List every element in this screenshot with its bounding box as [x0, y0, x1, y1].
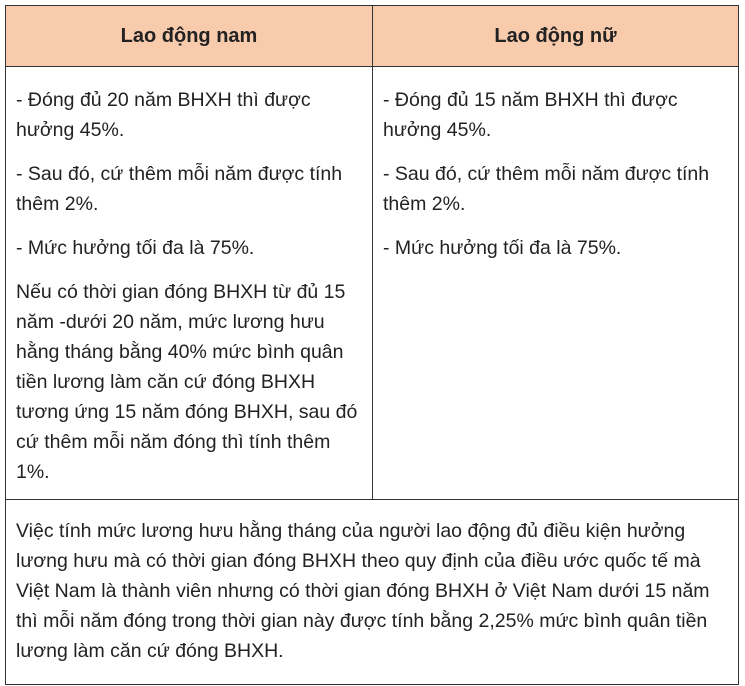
pension-table-container: [5, 5, 738, 685]
content-row: [6, 67, 739, 500]
footer-row: [6, 500, 739, 685]
footer-text: Việc tính mức lương hưu hằng tháng của người lao động đủ điều kiện hưởng lương hưu mà có thời gian đóng BHXH theo quy định của điều ước quốc tế mà Việt Nam là thành viên nhưng có thời gian đóng BHXH ở Việt Nam dưới 15 năm thì mỗi năm đóng trong thời gian này được tính bằng 2,25% mức bình quân tiền lương làm căn cứ đóng BHXH.: [16, 520, 710, 662]
male-item-1: - Đóng đủ 20 năm BHXH thì được hưởng 45%.: [16, 89, 311, 141]
male-item-2: - Sau đó, cứ thêm mỗi năm được tính thêm 2%.: [16, 163, 343, 215]
male-item-3: - Mức hưởng tối đa là 75%.: [16, 237, 255, 259]
pension-table: [5, 5, 739, 685]
header-male: Lao động nam: [6, 6, 373, 67]
header-row: [6, 6, 739, 67]
footer-cell: [6, 500, 739, 685]
female-item-3: - Mức hưởng tối đa là 75%.: [383, 237, 622, 259]
female-cell: [373, 67, 739, 500]
header-female: Lao động nữ: [373, 6, 739, 67]
female-item-1: - Đóng đủ 15 năm BHXH thì được hưởng 45%.: [383, 89, 678, 141]
male-item-4: Nếu có thời gian đóng BHXH từ đủ 15 năm -dưới 20 năm, mức lương hưu hằng tháng bằng 40% mức bình quân tiền lương làm căn cứ đóng BHXH tương ứng 15 năm đóng BHXH, sau đó cứ thêm mỗi năm đóng thì tính thêm 1%.: [16, 281, 358, 483]
female-item-2: - Sau đó, cứ thêm mỗi năm được tính thêm 2%.: [383, 163, 710, 215]
male-cell: [6, 67, 373, 500]
